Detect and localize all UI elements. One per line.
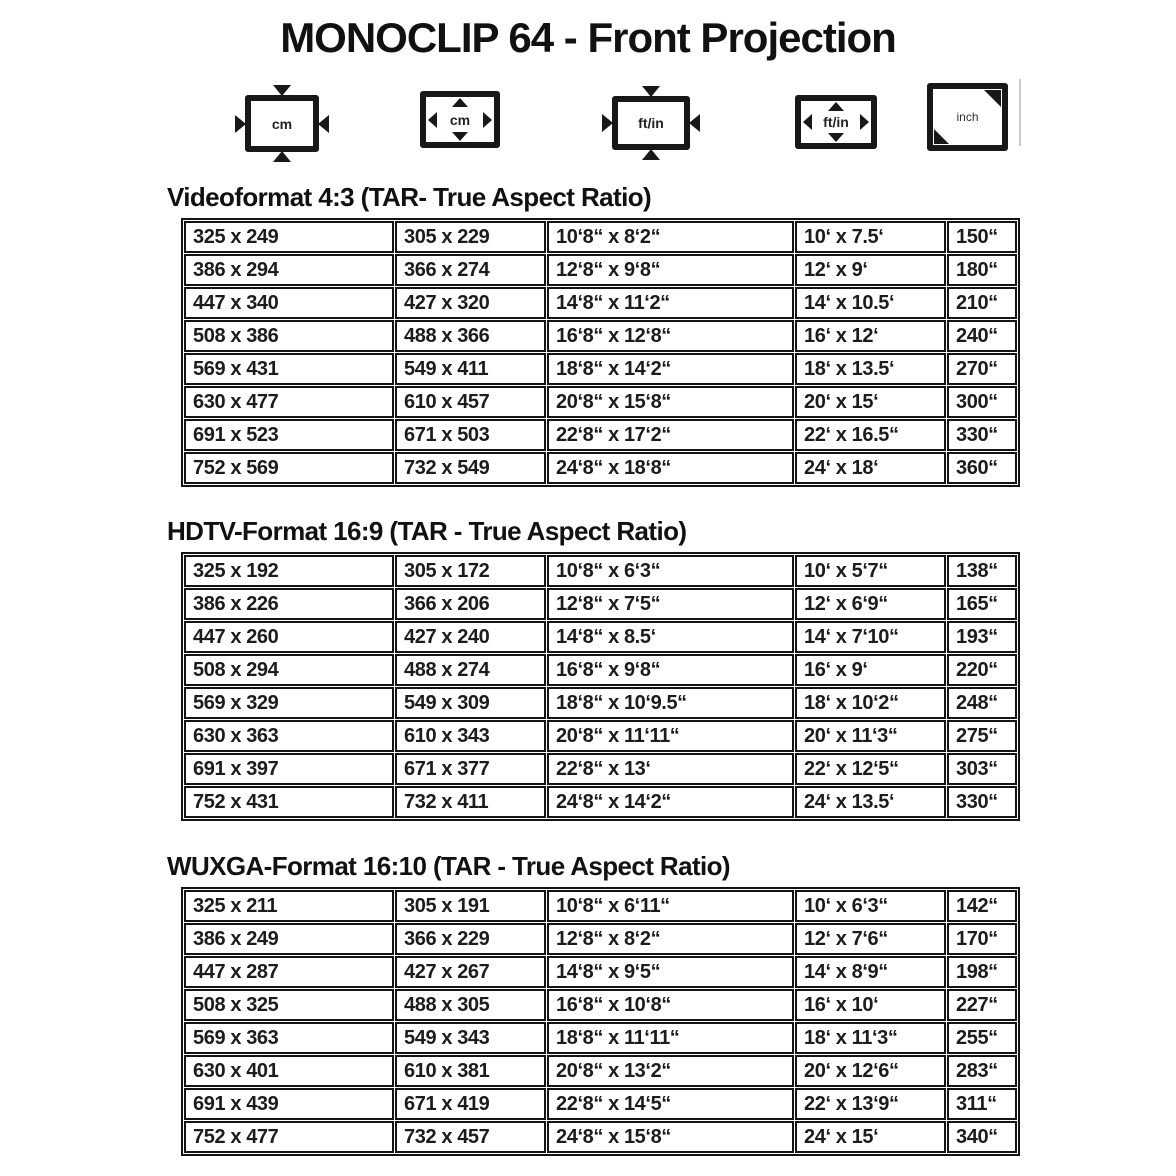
format-section (167, 183, 1027, 487)
arrow-bottom-icon (642, 149, 660, 160)
scan-edge-line (1019, 79, 1021, 146)
arrow-right-icon (483, 112, 492, 128)
table-cell: 20‘8“ x 15‘8“ (547, 386, 794, 418)
table-cell: 22‘8“ x 17‘2“ (547, 419, 794, 451)
table-cell: 16‘8“ x 12‘8“ (547, 320, 794, 352)
table-cell: 275“ (947, 720, 1017, 752)
table-cell: 12‘8“ x 8‘2“ (547, 923, 794, 955)
table-row (184, 287, 1017, 319)
table-row (184, 890, 1017, 922)
table-row (184, 923, 1017, 955)
table-cell: 193“ (947, 621, 1017, 653)
table-row (184, 1088, 1017, 1120)
table-cell: 165“ (947, 588, 1017, 620)
table-cell: 488 x 274 (395, 654, 546, 686)
table-cell: 142“ (947, 890, 1017, 922)
table-cell: 18‘8“ x 10‘9.5“ (547, 687, 794, 719)
table-cell: 24‘8“ x 14‘2“ (547, 786, 794, 818)
table-row (184, 386, 1017, 418)
table-cell: 630 x 477 (184, 386, 394, 418)
page-title: MONOCLIP 64 - Front Projection (280, 14, 896, 61)
table-row (184, 1022, 1017, 1054)
table-cell: 366 x 206 (395, 588, 546, 620)
arrow-bottom-icon (452, 132, 468, 141)
table-cell: 24‘ x 18‘ (795, 452, 946, 484)
table-cell: 20‘8“ x 11‘11“ (547, 720, 794, 752)
table-cell: 22‘ x 16.5“ (795, 419, 946, 451)
cm-outer-dimension-icon (245, 95, 319, 152)
table-cell: 691 x 523 (184, 419, 394, 451)
table-cell: 691 x 397 (184, 753, 394, 785)
arrow-right-icon (689, 114, 700, 132)
table-cell: 671 x 419 (395, 1088, 546, 1120)
table-row (184, 452, 1017, 484)
table-cell: 752 x 431 (184, 786, 394, 818)
table-row (184, 621, 1017, 653)
table-cell: 10‘ x 5‘7“ (795, 555, 946, 587)
table-cell: 198“ (947, 956, 1017, 988)
table-cell: 305 x 191 (395, 890, 546, 922)
table-cell: 14‘8“ x 8.5‘ (547, 621, 794, 653)
table-cell: 16‘ x 10‘ (795, 989, 946, 1021)
table-row (184, 956, 1017, 988)
table-cell: 549 x 343 (395, 1022, 546, 1054)
table-cell: 220“ (947, 654, 1017, 686)
table-cell: 150“ (947, 221, 1017, 253)
table-cell: 10‘ x 7.5‘ (795, 221, 946, 253)
format-section (167, 852, 1027, 1156)
arrow-right-icon (318, 115, 329, 133)
table-cell: 248“ (947, 687, 1017, 719)
table-row (184, 221, 1017, 253)
table-cell: 325 x 192 (184, 555, 394, 587)
format-section (167, 517, 1027, 821)
table-cell: 14‘ x 8‘9“ (795, 956, 946, 988)
arrow-bottom-icon (273, 151, 291, 162)
diagonal-arrow-bottomleft-icon (934, 129, 949, 144)
table-cell: 630 x 363 (184, 720, 394, 752)
table-cell: 270“ (947, 353, 1017, 385)
table-cell: 18‘ x 10‘2“ (795, 687, 946, 719)
table-cell: 20‘8“ x 13‘2“ (547, 1055, 794, 1087)
table-cell: 610 x 457 (395, 386, 546, 418)
table-row (184, 753, 1017, 785)
table-cell: 386 x 249 (184, 923, 394, 955)
table-row (184, 720, 1017, 752)
table-cell: 386 x 294 (184, 254, 394, 286)
table-cell: 427 x 267 (395, 956, 546, 988)
table-cell: 691 x 439 (184, 1088, 394, 1120)
table-cell: 14‘ x 10.5‘ (795, 287, 946, 319)
arrow-top-icon (642, 86, 660, 97)
table-cell: 255“ (947, 1022, 1017, 1054)
ftin-inner-dimension-icon (795, 95, 877, 149)
table-cell: 138“ (947, 555, 1017, 587)
unit-icon-label: ft/in (638, 115, 664, 131)
table-cell: 12‘8“ x 7‘5“ (547, 588, 794, 620)
table-cell: 488 x 305 (395, 989, 546, 1021)
table-row (184, 786, 1017, 818)
table-cell: 752 x 569 (184, 452, 394, 484)
table-cell: 447 x 260 (184, 621, 394, 653)
table-cell: 610 x 381 (395, 1055, 546, 1087)
section-heading: HDTV-Format 16:9 (TAR - True Aspect Ratio) (167, 516, 687, 546)
table-row (184, 989, 1017, 1021)
table-cell: 12‘ x 6‘9“ (795, 588, 946, 620)
table-cell: 24‘8“ x 18‘8“ (547, 452, 794, 484)
diagonal-arrow-topright-icon (984, 90, 1001, 107)
table-cell: 549 x 411 (395, 353, 546, 385)
table-cell: 305 x 172 (395, 555, 546, 587)
table-cell: 10‘8“ x 6‘3“ (547, 555, 794, 587)
table-cell: 18‘8“ x 14‘2“ (547, 353, 794, 385)
table-row (184, 320, 1017, 352)
table-cell: 427 x 320 (395, 287, 546, 319)
table-cell: 18‘8“ x 11‘11“ (547, 1022, 794, 1054)
table-cell: 447 x 340 (184, 287, 394, 319)
size-table (181, 887, 1020, 1156)
table-cell: 325 x 211 (184, 890, 394, 922)
table-cell: 20‘ x 15‘ (795, 386, 946, 418)
table-cell: 752 x 477 (184, 1121, 394, 1153)
arrow-left-icon (428, 112, 437, 128)
table-cell: 16‘8“ x 9‘8“ (547, 654, 794, 686)
table-cell: 22‘ x 13‘9“ (795, 1088, 946, 1120)
size-table (181, 552, 1020, 821)
ftin-outer-dimension-icon (612, 96, 690, 150)
table-cell: 10‘8“ x 8‘2“ (547, 221, 794, 253)
table-cell: 569 x 431 (184, 353, 394, 385)
arrow-left-icon (803, 114, 812, 130)
arrow-top-icon (828, 102, 844, 111)
table-cell: 20‘ x 11‘3“ (795, 720, 946, 752)
table-cell: 14‘ x 7‘10“ (795, 621, 946, 653)
table-cell: 569 x 329 (184, 687, 394, 719)
table-cell: 569 x 363 (184, 1022, 394, 1054)
table-cell: 22‘8“ x 14‘5“ (547, 1088, 794, 1120)
table-row (184, 687, 1017, 719)
table-cell: 240“ (947, 320, 1017, 352)
table-row (184, 254, 1017, 286)
section-heading: Videoformat 4:3 (TAR- True Aspect Ratio) (167, 182, 652, 212)
table-cell: 20‘ x 12‘6“ (795, 1055, 946, 1087)
table-cell: 180“ (947, 254, 1017, 286)
table-row (184, 555, 1017, 587)
table-cell: 210“ (947, 287, 1017, 319)
table-cell: 10‘ x 6‘3“ (795, 890, 946, 922)
unit-icon-label: cm (449, 111, 471, 128)
table-cell: 488 x 366 (395, 320, 546, 352)
table-cell: 305 x 229 (395, 221, 546, 253)
table-cell: 330“ (947, 786, 1017, 818)
table-cell: 12‘8“ x 9‘8“ (547, 254, 794, 286)
table-cell: 311“ (947, 1088, 1017, 1120)
arrow-top-icon (273, 85, 291, 96)
inch-diagonal-icon (927, 83, 1008, 151)
table-cell: 283“ (947, 1055, 1017, 1087)
table-row (184, 353, 1017, 385)
table-cell: 549 x 309 (395, 687, 546, 719)
table-row (184, 588, 1017, 620)
table-cell: 508 x 294 (184, 654, 394, 686)
arrow-left-icon (602, 114, 613, 132)
table-row (184, 1055, 1017, 1087)
unit-icon-label: inch (956, 110, 979, 124)
table-cell: 447 x 287 (184, 956, 394, 988)
unit-icon-label: ft/in (823, 114, 849, 130)
table-cell: 300“ (947, 386, 1017, 418)
table-cell: 227“ (947, 989, 1017, 1021)
table-cell: 732 x 549 (395, 452, 546, 484)
table-cell: 630 x 401 (184, 1055, 394, 1087)
table-cell: 18‘ x 13.5‘ (795, 353, 946, 385)
table-row (184, 419, 1017, 451)
arrow-bottom-icon (828, 133, 844, 142)
unit-icon-label: cm (271, 115, 293, 132)
table-cell: 732 x 411 (395, 786, 546, 818)
arrow-top-icon (452, 98, 468, 107)
cm-inner-dimension-icon (420, 91, 500, 148)
unit-icons-row (0, 0, 1176, 170)
arrow-left-icon (235, 115, 246, 133)
table-cell: 24‘8“ x 15‘8“ (547, 1121, 794, 1153)
table-cell: 303“ (947, 753, 1017, 785)
section-heading: WUXGA-Format 16:10 (TAR - True Aspect Ratio) (167, 851, 730, 881)
table-row (184, 1121, 1017, 1153)
table-cell: 732 x 457 (395, 1121, 546, 1153)
table-cell: 10‘8“ x 6‘11“ (547, 890, 794, 922)
table-cell: 24‘ x 13.5‘ (795, 786, 946, 818)
table-cell: 18‘ x 11‘3“ (795, 1022, 946, 1054)
table-cell: 508 x 386 (184, 320, 394, 352)
table-cell: 12‘ x 7‘6“ (795, 923, 946, 955)
table-cell: 14‘8“ x 9‘5“ (547, 956, 794, 988)
table-cell: 366 x 274 (395, 254, 546, 286)
table-cell: 671 x 503 (395, 419, 546, 451)
table-cell: 427 x 240 (395, 621, 546, 653)
table-cell: 16‘ x 12‘ (795, 320, 946, 352)
table-cell: 16‘8“ x 10‘8“ (547, 989, 794, 1021)
table-cell: 330“ (947, 419, 1017, 451)
table-cell: 16‘ x 9‘ (795, 654, 946, 686)
table-cell: 360“ (947, 452, 1017, 484)
table-cell: 671 x 377 (395, 753, 546, 785)
table-cell: 170“ (947, 923, 1017, 955)
table-cell: 386 x 226 (184, 588, 394, 620)
table-cell: 12‘ x 9‘ (795, 254, 946, 286)
table-cell: 366 x 229 (395, 923, 546, 955)
table-cell: 325 x 249 (184, 221, 394, 253)
arrow-right-icon (860, 114, 869, 130)
table-cell: 22‘8“ x 13‘ (547, 753, 794, 785)
table-cell: 14‘8“ x 11‘2“ (547, 287, 794, 319)
table-cell: 24‘ x 15‘ (795, 1121, 946, 1153)
table-row (184, 654, 1017, 686)
table-cell: 610 x 343 (395, 720, 546, 752)
table-cell: 508 x 325 (184, 989, 394, 1021)
table-cell: 22‘ x 12‘5“ (795, 753, 946, 785)
table-cell: 340“ (947, 1121, 1017, 1153)
size-table (181, 218, 1020, 487)
